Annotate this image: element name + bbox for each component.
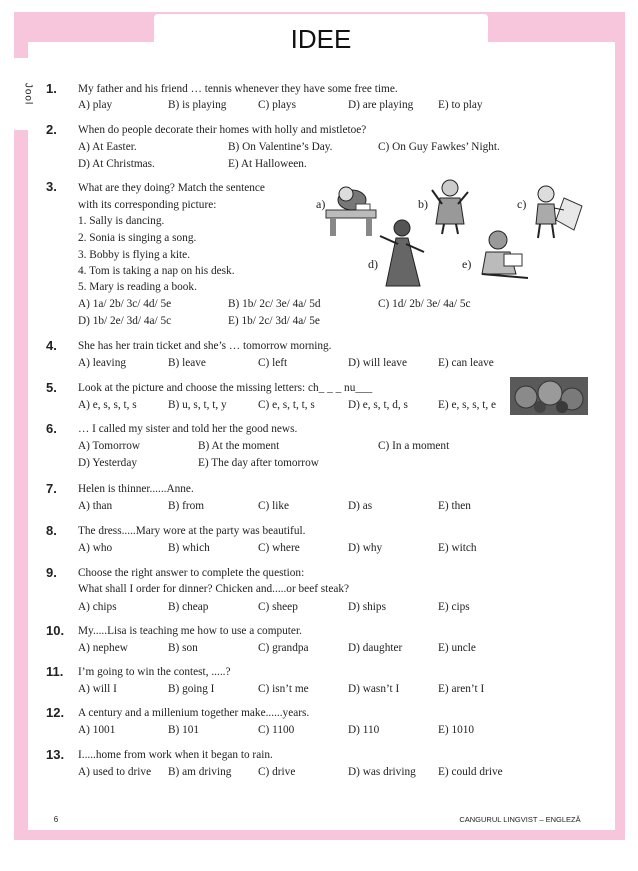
question-number: 4. xyxy=(46,338,57,353)
option[interactable]: A) used to drive xyxy=(78,766,152,778)
option[interactable]: A) play xyxy=(78,99,113,111)
option[interactable]: D) 110 xyxy=(348,724,380,736)
question-text: I.....home from work when it began to rain. xyxy=(78,749,273,761)
option[interactable]: E) 1b/ 2c/ 3d/ 4a/ 5e xyxy=(228,315,320,327)
question-number: 6. xyxy=(46,421,57,436)
option[interactable]: E) can leave xyxy=(438,357,494,369)
question-text: I’m going to win the contest, .....? xyxy=(78,666,231,678)
option[interactable]: C) drive xyxy=(258,766,296,778)
option[interactable]: C) like xyxy=(258,500,290,512)
option[interactable]: E) aren’t I xyxy=(438,683,485,695)
option[interactable]: E) 1010 xyxy=(438,724,475,736)
option[interactable]: B) am driving xyxy=(168,766,232,778)
option[interactable]: B) going I xyxy=(168,683,215,695)
option[interactable]: D) are playing xyxy=(348,99,414,111)
page-number: 6 xyxy=(46,813,66,827)
option[interactable]: A) Tomorrow xyxy=(78,440,141,452)
option[interactable]: B) which xyxy=(168,542,210,554)
sentence-item: 4. Tom is taking a nap on his desk. xyxy=(78,265,235,277)
option[interactable]: B) is playing xyxy=(168,99,227,111)
side-label: Jool xyxy=(22,82,34,106)
option[interactable]: D) e, s, t, d, s xyxy=(348,399,408,411)
question-number: 11. xyxy=(46,664,64,679)
option[interactable]: D) daughter xyxy=(348,642,403,654)
option[interactable]: E) cips xyxy=(438,601,470,613)
question-text: … I called my sister and told her the good news. xyxy=(78,423,298,435)
option[interactable]: D) why xyxy=(348,542,383,554)
option[interactable]: E) then xyxy=(438,500,471,512)
picture-label-d: d) xyxy=(368,257,378,271)
option[interactable]: E) could drive xyxy=(438,766,503,778)
option[interactable]: A) chips xyxy=(78,601,117,613)
option[interactable]: D) will leave xyxy=(348,357,407,369)
option[interactable]: A) At Easter. xyxy=(78,141,137,153)
option[interactable]: A) than xyxy=(78,500,113,512)
option[interactable]: B) 101 xyxy=(168,724,200,736)
sentence-item: 3. Bobby is flying a kite. xyxy=(78,249,191,261)
option[interactable]: B) from xyxy=(168,500,205,512)
option[interactable]: B) At the moment xyxy=(198,440,280,452)
question-text: Look at the picture and choose the missing letters: ch_ _ _ nu___ xyxy=(78,382,373,394)
question-text: Helen is thinner......Anne. xyxy=(78,483,194,495)
picture-label-a: a) xyxy=(316,197,326,211)
question-number: 2. xyxy=(46,122,57,137)
option[interactable]: D) wasn’t I xyxy=(348,683,400,695)
option[interactable]: A) leaving xyxy=(78,357,126,369)
option[interactable]: C) 1d/ 2b/ 3e/ 4a/ 5c xyxy=(378,298,471,310)
girl-reading-book-illustration xyxy=(476,228,536,282)
question-number: 1. xyxy=(46,81,57,96)
footer-label: CANGURUL LINGVIST – ENGLEZĂ xyxy=(450,813,590,827)
question-text: A century and a millenium together make......years. xyxy=(78,707,310,719)
singing-girl-illustration xyxy=(426,176,474,236)
question-text: What are they doing? Match the sentence xyxy=(78,182,265,194)
sleeping-boy-illustration xyxy=(322,180,384,238)
question-number: 3. xyxy=(46,179,57,194)
option[interactable]: B) 1b/ 2c/ 3e/ 4a/ 5d xyxy=(228,298,321,310)
option[interactable]: B) u, s, t, t, y xyxy=(168,399,227,411)
option[interactable]: C) e, s, t, t, s xyxy=(258,399,315,411)
option[interactable]: A) 1a/ 2b/ 3c/ 4d/ 5e xyxy=(78,298,172,310)
question-number: 9. xyxy=(46,565,57,580)
option[interactable]: D) as xyxy=(348,500,373,512)
option[interactable]: C) On Guy Fawkes’ Night. xyxy=(378,141,500,153)
option[interactable]: D) 1b/ 2e/ 3d/ 4a/ 5c xyxy=(78,315,172,327)
question-text: My.....Lisa is teaching me how to use a computer. xyxy=(78,625,302,637)
option[interactable]: C) where xyxy=(258,542,300,554)
option[interactable]: E) e, s, s, t, e xyxy=(438,399,497,411)
option[interactable]: A) who xyxy=(78,542,113,554)
question-text: She has her train ticket and she’s … tomorrow morning. xyxy=(78,340,332,352)
option[interactable]: C) In a moment xyxy=(378,440,450,452)
question-text: with its corresponding picture: xyxy=(78,199,217,211)
option[interactable]: D) At Christmas. xyxy=(78,158,155,170)
option[interactable]: A) nephew xyxy=(78,642,128,654)
dancing-girl-illustration xyxy=(376,216,432,296)
option[interactable]: D) Yesterday xyxy=(78,457,137,469)
question-number: 13. xyxy=(46,747,65,762)
option[interactable]: A) e, s, s, t, s xyxy=(78,399,137,411)
option[interactable]: C) 1100 xyxy=(258,724,295,736)
question-number: 7. xyxy=(46,481,57,496)
option[interactable]: D) ships xyxy=(348,601,386,613)
option[interactable]: A) will I xyxy=(78,683,117,695)
option[interactable]: B) cheap xyxy=(168,601,209,613)
picture-label-e: e) xyxy=(462,257,472,271)
question-text: My father and his friend … tennis whenever they have some free time. xyxy=(78,83,398,95)
option[interactable]: E) uncle xyxy=(438,642,476,654)
question-number: 10. xyxy=(46,623,65,638)
option[interactable]: D) was driving xyxy=(348,766,416,778)
option[interactable]: C) left xyxy=(258,357,288,369)
question-number: 12. xyxy=(46,705,65,720)
question-text: The dress.....Mary wore at the party was beautiful. xyxy=(78,525,306,537)
option[interactable]: A) 1001 xyxy=(78,724,116,736)
chestnuts-photo xyxy=(510,377,588,415)
option[interactable]: E) The day after tomorrow xyxy=(198,457,319,469)
picture-label-b: b) xyxy=(418,197,428,211)
question-text: When do people decorate their homes with holly and mistletoe? xyxy=(78,124,367,136)
question-text: Choose the right answer to complete the question: xyxy=(78,567,305,579)
option[interactable]: B) leave xyxy=(168,357,206,369)
sentence-item: 2. Sonia is singing a song. xyxy=(78,232,197,244)
picture-label-c: c) xyxy=(517,197,527,211)
option[interactable]: C) grandpa xyxy=(258,642,309,654)
question-number: 8. xyxy=(46,523,57,538)
option[interactable]: E) witch xyxy=(438,542,477,554)
option[interactable]: B) son xyxy=(168,642,198,654)
option[interactable]: E) At Halloween. xyxy=(228,158,307,170)
page-title: IDEE xyxy=(154,14,488,64)
sentence-item: 1. Sally is dancing. xyxy=(78,215,165,227)
option[interactable]: E) to play xyxy=(438,99,483,111)
option[interactable]: B) On Valentine’s Day. xyxy=(228,141,333,153)
sentence-item: 5. Mary is reading a book. xyxy=(78,281,197,293)
option[interactable]: C) sheep xyxy=(258,601,298,613)
option[interactable]: C) plays xyxy=(258,99,296,111)
question-text: What shall I order for dinner? Chicken and.....or beef steak? xyxy=(78,583,350,595)
option[interactable]: C) isn’t me xyxy=(258,683,309,695)
question-number: 5. xyxy=(46,380,57,395)
